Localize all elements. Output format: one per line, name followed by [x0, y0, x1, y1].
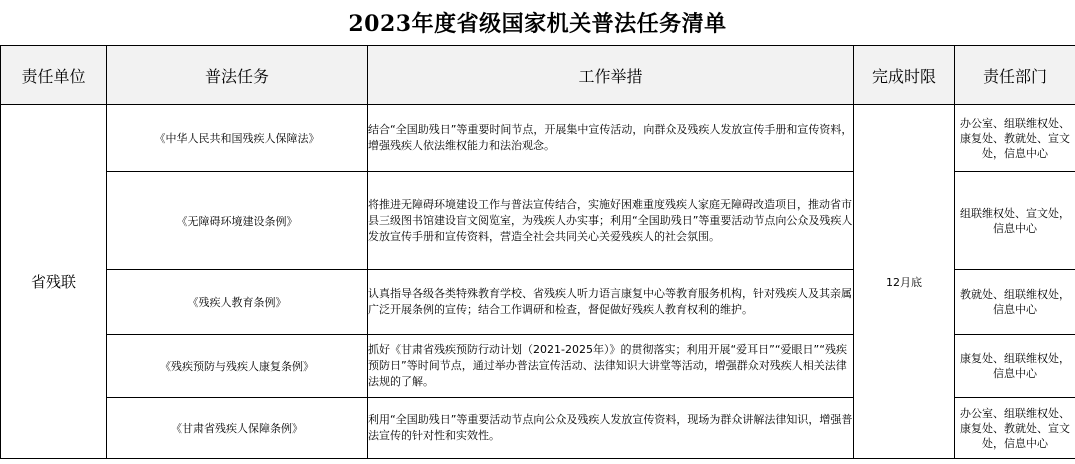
header-measures: 工作举措 [368, 46, 854, 105]
measure-cell: 结合“全国助残日”等重要时间节点，开展集中宣传活动，向群众及残疾人发放宣传手册和宣传资料，增强残疾人依法维权能力和法治观念。 [368, 105, 854, 172]
header-deadline: 完成时限 [854, 46, 955, 105]
measure-cell: 利用“全国助残日”等重要活动节点向公众及残疾人发放宣传资料，现场为群众讲解法律知识，增强普法宣传的针对性和实效性。 [368, 398, 854, 459]
task-table [0, 45, 1075, 459]
law-cell: 《甘肃省残疾人保障条例》 [107, 398, 368, 459]
responsible-unit-cell: 省残联 [1, 105, 107, 459]
department-cell: 教就处、组联维权处，信息中心 [955, 270, 1075, 335]
department-cell: 办公室、组联维权处、康复处、教就处、宣文处，信息中心 [955, 105, 1075, 172]
law-cell: 《无障碍环境建设条例》 [107, 172, 368, 270]
department-cell: 康复处、组联维权处，信息中心 [955, 335, 1075, 398]
department-cell: 办公室、组联维权处、康复处、教就处、宣文处，信息中心 [955, 398, 1075, 459]
header-task: 普法任务 [107, 46, 368, 105]
law-cell: 《残疾人教育条例》 [107, 270, 368, 335]
page-title: 2023年度省级国家机关普法任务清单 [348, 11, 727, 37]
measure-cell: 将推进无障碍环境建设工作与普法宣传结合，实施好困难重度残疾人家庭无障碍改造项目，推动省市县三级图书馆建设盲文阅览室，为残疾人办实事；利用“全国助残日”等重要活动节点向公众及残疾人发放宣传手册和宣传资料，营造全社会共同关心关爱残疾人的社会氛围。 [368, 172, 854, 270]
deadline-cell: 12月底 [854, 105, 955, 459]
header-unit: 责任单位 [1, 46, 107, 105]
law-cell: 《残疾预防与残疾人康复条例》 [107, 335, 368, 398]
measure-cell: 抓好《甘肃省残疾预防行动计划（2021-2025年）》的贯彻落实；利用开展“爱耳日”“爱眼日”“残疾预防日”等时间节点，通过举办普法宣传活动、法律知识大讲堂等活动，增强群众对残疾人相关法律法规的了解。 [368, 335, 854, 398]
law-cell: 《中华人民共和国残疾人保障法》 [107, 105, 368, 172]
measure-cell: 认真指导各级各类特殊教育学校、省残疾人听力语言康复中心等教育服务机构，针对残疾人及其亲属广泛开展条例的宣传；结合工作调研和检查，督促做好残疾人教育权利的维护。 [368, 270, 854, 335]
department-cell: 组联维权处、宣文处，信息中心 [955, 172, 1075, 270]
header-department: 责任部门 [955, 46, 1075, 105]
header-row [1, 46, 1075, 105]
table-row [1, 105, 1075, 172]
title-bar [0, 0, 1075, 45]
